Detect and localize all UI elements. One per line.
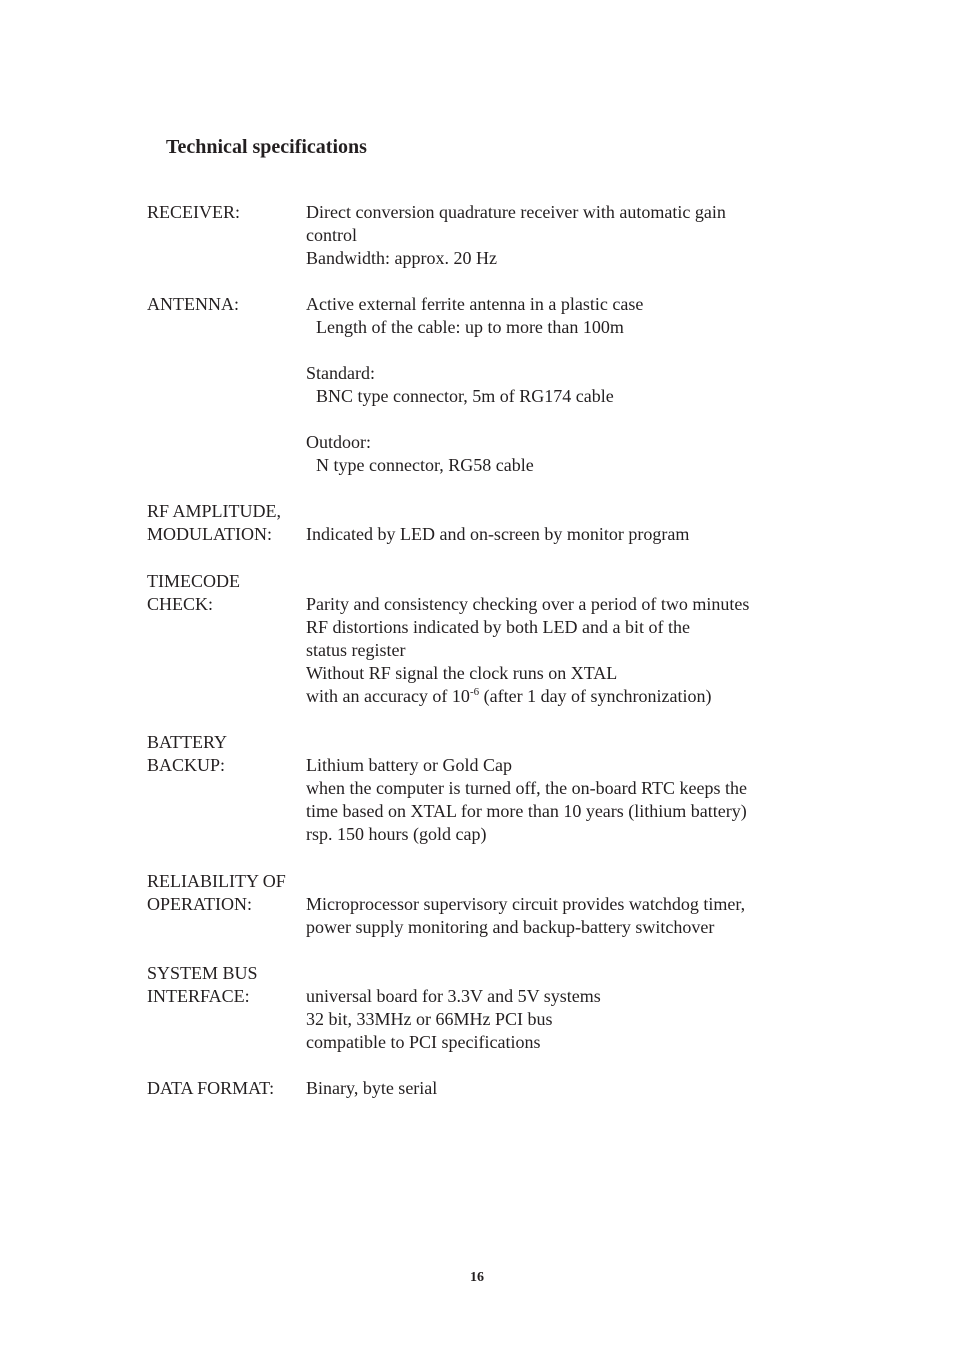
spec-label: SYSTEM BUS <box>147 963 258 983</box>
spec-value-line: universal board for 3.3V and 5V systems <box>306 986 601 1006</box>
spec-value-line: when the computer is turned off, the on-board RTC keeps the <box>306 778 747 798</box>
spec-value-line: Direct conversion quadrature receiver with automatic gain <box>306 202 726 222</box>
spec-label: DATA FORMAT: <box>147 1078 275 1098</box>
spec-value-line: Lithium battery or Gold Cap <box>306 755 512 775</box>
spec-value-line: status register <box>306 640 406 660</box>
spec-label: TIMECODE <box>147 571 240 591</box>
accuracy-suffix: (after 1 day of synchronization) <box>479 686 712 706</box>
spec-label: BACKUP: <box>147 755 226 775</box>
spec-label: MODULATION: <box>147 524 272 544</box>
spec-subheading: Outdoor: <box>306 432 371 452</box>
spec-value-line: Binary, byte serial <box>306 1078 438 1098</box>
spec-value-line: BNC type connector, 5m of RG174 cable <box>316 386 614 406</box>
page-number: 16 <box>470 1270 484 1285</box>
spec-label: RF AMPLITUDE, <box>147 501 282 521</box>
spec-value-line: Active external ferrite antenna in a plastic case <box>306 294 644 314</box>
spec-value-line: compatible to PCI specifications <box>306 1032 541 1052</box>
spec-value-line: Microprocessor supervisory circuit provides watchdog timer, <box>306 894 746 914</box>
accuracy-exponent: -6 <box>469 686 480 698</box>
spec-value-line: N type connector, RG58 cable <box>316 455 534 475</box>
spec-label: RELIABILITY OF <box>147 871 286 891</box>
spec-label: RECEIVER: <box>147 202 240 222</box>
spec-value-line: 32 bit, 33MHz or 66MHz PCI bus <box>306 1009 553 1029</box>
spec-label: BATTERY <box>147 732 228 752</box>
spec-label: OPERATION: <box>147 894 253 914</box>
spec-value-line: Without RF signal the clock runs on XTAL <box>306 663 618 683</box>
spec-label: CHECK: <box>147 594 214 614</box>
spec-value-line-accuracy <box>306 685 712 708</box>
page-title: Technical specifications <box>166 136 367 158</box>
spec-value-line: control <box>306 225 357 245</box>
spec-value-line: Length of the cable: up to more than 100m <box>316 317 624 337</box>
spec-label: ANTENNA: <box>147 294 239 314</box>
accuracy-prefix: with an accuracy of 10 <box>306 686 470 706</box>
spec-label: INTERFACE: <box>147 986 250 1006</box>
spec-value-line: Bandwidth: approx. 20 Hz <box>306 248 497 268</box>
spec-value-line: rsp. 150 hours (gold cap) <box>306 824 487 844</box>
spec-value-line: time based on XTAL for more than 10 years (lithium battery) <box>306 801 747 821</box>
spec-value-line: Parity and consistency checking over a period of two minutes <box>306 594 750 614</box>
spec-value-line: RF distortions indicated by both LED and a bit of the <box>306 617 690 637</box>
spec-subheading: Standard: <box>306 363 375 383</box>
spec-value-line: Indicated by LED and on-screen by monitor program <box>306 524 690 544</box>
spec-value-line: power supply monitoring and backup-battery switchover <box>306 917 715 937</box>
